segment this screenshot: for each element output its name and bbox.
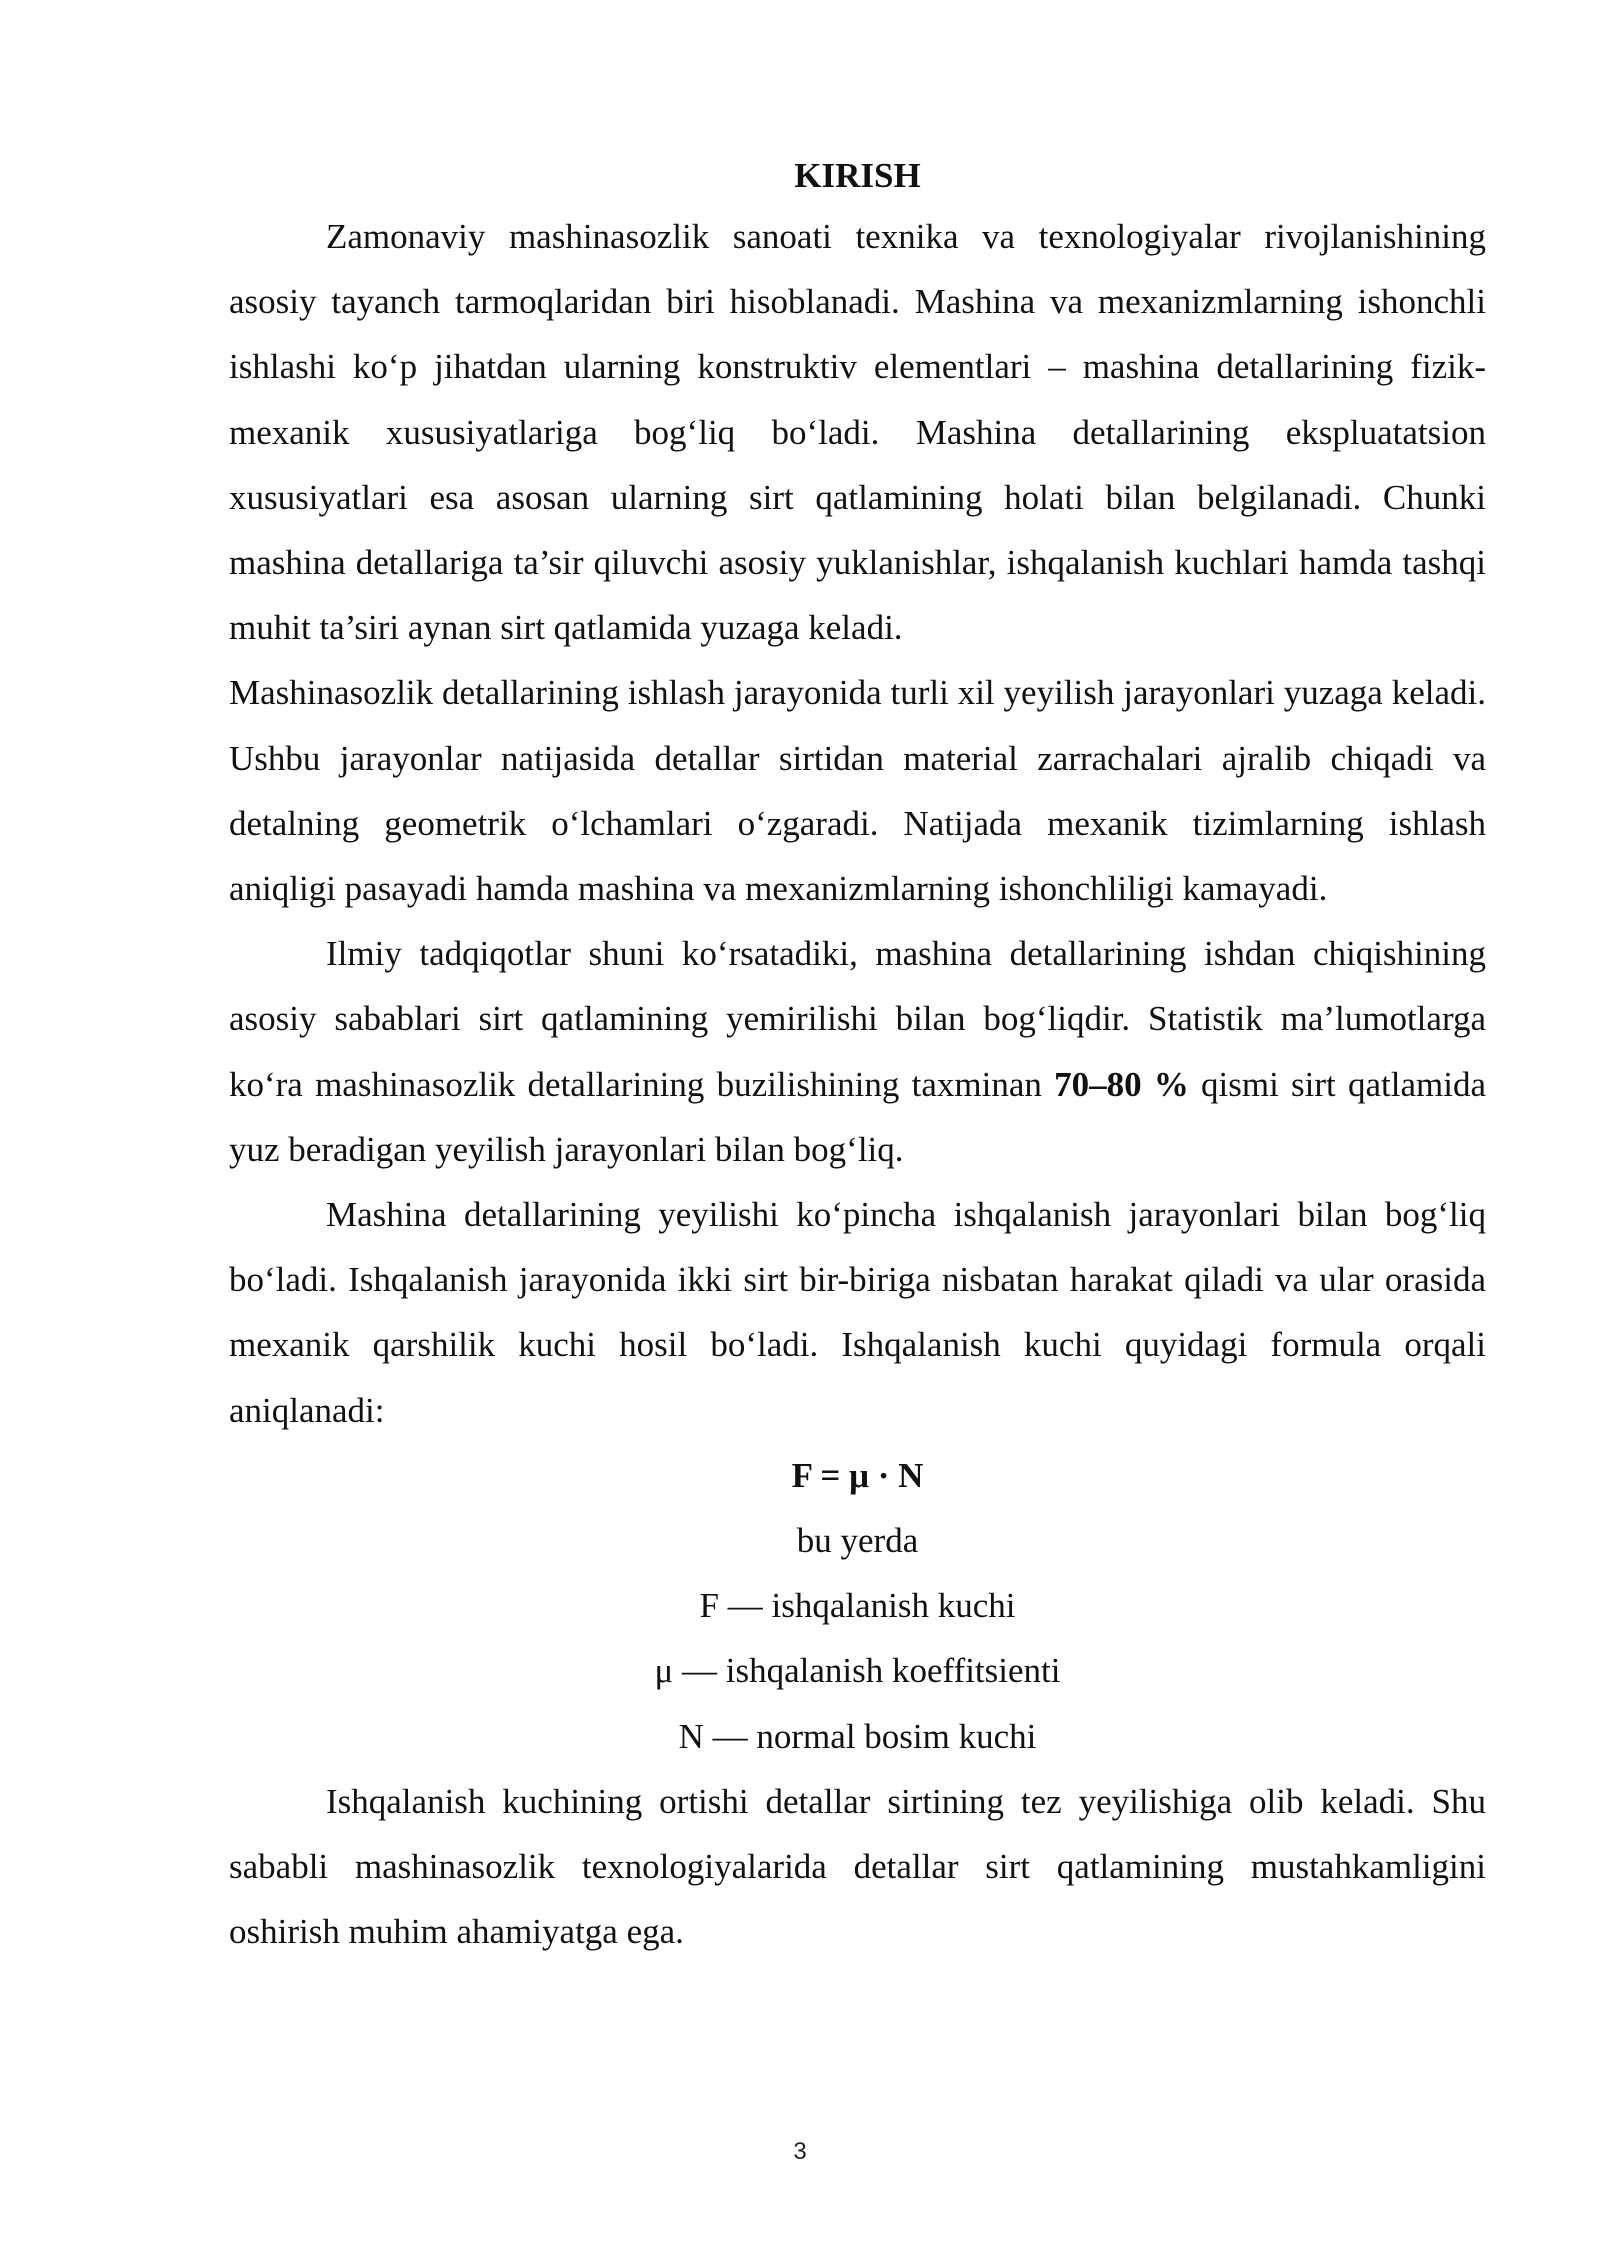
friction-formula: F = μ · N bbox=[791, 1455, 924, 1495]
page-title: KIRISH bbox=[794, 156, 921, 195]
paragraph-friction: Mashina detallarining yeyilishi ko‘pincha ishqalanish jarayonlari bilan bog‘liq bo‘ladi. Ishqalanish jarayonida ikki sirt bir-biriga nisbatan harakat qiladi va ular orasida mexanik qarshilik kuchi hosil bo‘ladi. Ishqalanish kuchi quyidagi formula orqali aniqlanadi: bbox=[229, 1195, 1486, 1430]
formula-def-f: F — ishqalanish kuchi bbox=[699, 1586, 1016, 1626]
document-body bbox=[229, 148, 1486, 1964]
page-number: 3 bbox=[793, 2138, 807, 2165]
formula-where: bu yerda bbox=[796, 1521, 919, 1561]
paragraph-intro: Zamonaviy mashinasozlik sanoati texnika va texnologiyalar rivojlanishining asosiy tayanch tarmoqlaridan biri hisoblanadi. Mashina va mexanizmlarning ishonchli ishlashi ko‘p jihatdan ularning konstruktiv elementlari – mashina detallarining fizik-mexanik xususiyatlariga bog‘liq bo‘ladi. Mashina detallarining ekspluatatsion xususiyatlari esa asosan ularning sirt qatlamining holati bilan belgilanadi. Chunki mashina detallariga ta’sir qiluvchi asosiy yuklanishlar, ishqalanish kuchlari hamda tashqi muhit ta’siri aynan sirt qatlamida yuzaga keladi. bbox=[229, 217, 1486, 648]
paragraph-statistics-text-1: Ilmiy tadqiqotlar shuni ko‘rsatadiki, mashina detallarining ishdan chiqishining asosiy sabablari sirt qatlamining yemirilishi bilan bog‘liqdir. Statistik ma’lumotlarga ko‘ra mashinasozlik detallarining buzilishining taxminan bbox=[229, 934, 1486, 1104]
formula-def-n: N — normal bosim kuchi bbox=[678, 1716, 1037, 1756]
paragraph-conclusion: Ishqalanish kuchining ortishi detallar sirtining tez yeyilishiga olib keladi. Shu sababli mashinasozlik texnologiyalarida detallar sirt qatlamining mustahkamligini oshirish muhim ahamiyatga ega. bbox=[229, 1781, 1486, 1952]
paragraph-statistics bbox=[229, 921, 1486, 1182]
formula-def-mu: μ — ishqalanish koeffitsienti bbox=[654, 1651, 1061, 1691]
paragraph-wear-processes: Mashinasozlik detallarining ishlash jarayonida turli xil yeyilish jarayonlari yuzaga keladi. Ushbu jarayonlar natijasida detallar sirtidan material zarrachalari ajralib chiqadi va detalning geometrik o‘lchamlari o‘zgaradi. Natijada mexanik tizimlarning ishlash aniqligi pasayadi hamda mashina va mexanizmlarning ishonchliligi kamayadi. bbox=[229, 673, 1486, 909]
statistics-percentage: 70–80 % bbox=[1054, 1064, 1189, 1104]
paragraph-statistics-text-2: qismi sirt qatlamida yuz beradigan yeyilish jarayonlari bilan bog‘liq. bbox=[229, 1064, 1487, 1169]
